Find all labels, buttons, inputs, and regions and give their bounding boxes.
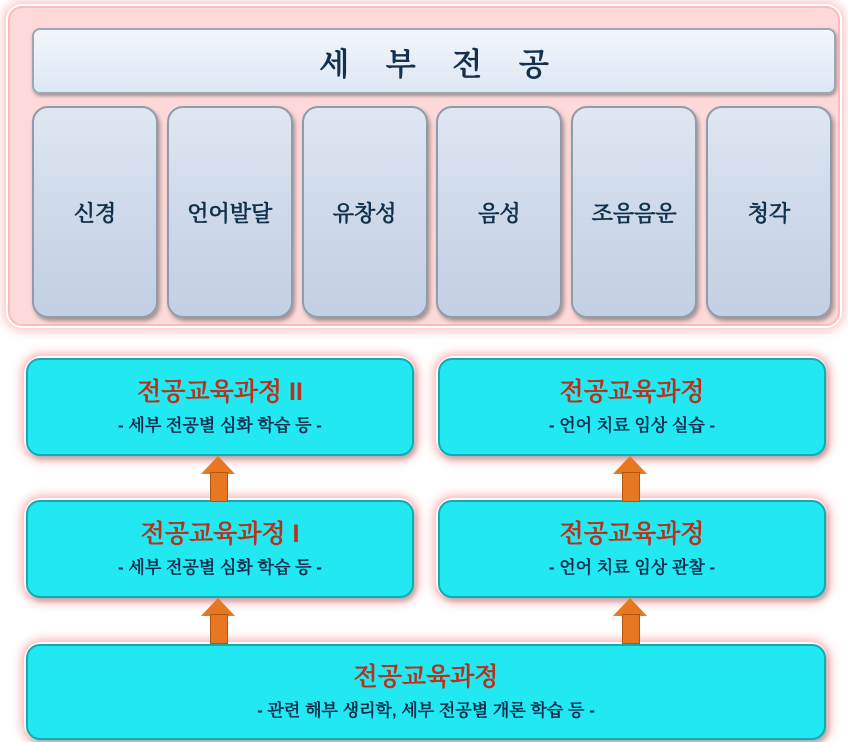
process-box-subtitle: - 언어 치료 임상 관찰 - [548,557,716,577]
arrow-shaft [210,472,228,502]
process-box-subtitle: - 세부 전공별 심화 학습 등 - [118,415,322,435]
process-box-title: 전공교육과정 [559,520,705,549]
arrow-shaft [622,472,640,502]
up-arrow-icon [613,598,647,642]
specialty-card-neuro [32,106,158,318]
arrow-shaft [622,614,640,644]
specialty-card-label: 음성 [478,200,521,226]
up-arrow-icon [613,456,647,500]
panel-title: 세 부 전 공 [319,46,563,82]
process-box-title: 전공교육과정 I [140,520,300,549]
specialty-card-language-development [167,106,293,318]
up-arrow-icon [201,598,235,642]
process-box-foundation [26,644,826,740]
process-box-title: 전공교육과정 [353,663,499,692]
process-box-subtitle: - 언어 치료 임상 실습 - [548,415,716,435]
specialty-card-label: 언어발달 [187,200,273,226]
process-box-subtitle: - 관련 해부 생리학, 세부 전공별 개론 학습 등 - [257,700,595,720]
specialty-card-hearing [706,106,832,318]
specialty-card-label: 유창성 [332,200,397,226]
specialty-panel [8,6,840,326]
process-box-major-course-2 [26,358,414,456]
process-box-clinical-practice [438,358,826,456]
specialty-card-row [32,106,832,316]
specialty-card-label: 청각 [747,200,791,226]
specialty-card-label: 조음음운 [591,200,677,226]
specialty-card-label: 신경 [73,200,117,226]
process-box-clinical-observation [438,500,826,598]
process-box-subtitle: - 세부 전공별 심화 학습 등 - [118,557,322,577]
specialty-card-voice [436,106,562,318]
specialty-card-articulation-phonology [571,106,697,318]
process-box-title: 전공교육과정 II [137,378,303,407]
up-arrow-icon [201,456,235,500]
process-box-title: 전공교육과정 [559,378,705,407]
arrow-shaft [210,614,228,644]
process-box-major-course-1 [26,500,414,598]
specialty-card-fluency [302,106,428,318]
panel-title-box [32,28,836,94]
